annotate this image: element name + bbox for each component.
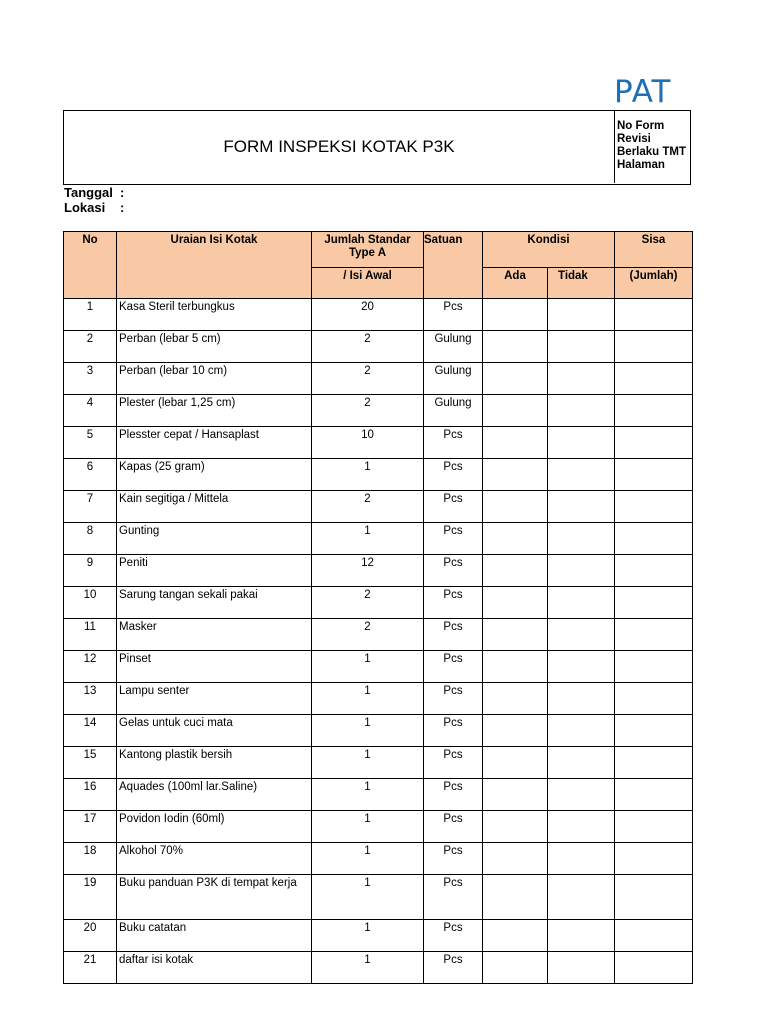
table-row: [64, 952, 693, 984]
row-qty: 10: [312, 427, 424, 459]
row-tidak[interactable]: [548, 555, 615, 587]
row-unit: Pcs: [424, 952, 483, 984]
row-ada[interactable]: [483, 811, 548, 843]
row-unit: Pcs: [424, 555, 483, 587]
row-item: Masker: [117, 619, 312, 651]
table-row: [64, 299, 693, 331]
row-qty: 1: [312, 843, 424, 875]
row-no: 1: [64, 299, 117, 331]
row-tidak[interactable]: [548, 683, 615, 715]
row-tidak[interactable]: [548, 843, 615, 875]
row-unit: Pcs: [424, 651, 483, 683]
row-ada[interactable]: [483, 651, 548, 683]
row-sisa[interactable]: [615, 331, 693, 363]
col-jumlah-top: Jumlah Standar Type A: [312, 232, 424, 268]
table-row: [64, 920, 693, 952]
col-no: No: [64, 232, 117, 299]
row-no: 3: [64, 363, 117, 395]
row-qty: 2: [312, 587, 424, 619]
row-tidak[interactable]: [548, 523, 615, 555]
row-qty: 2: [312, 395, 424, 427]
info-lokasi: [64, 200, 124, 215]
row-qty: 1: [312, 651, 424, 683]
row-no: 13: [64, 683, 117, 715]
table-row: [64, 715, 693, 747]
row-ada[interactable]: [483, 920, 548, 952]
row-tidak[interactable]: [548, 587, 615, 619]
row-tidak[interactable]: [548, 619, 615, 651]
row-qty: 1: [312, 952, 424, 984]
col-ada: Ada: [483, 268, 548, 299]
row-ada[interactable]: [483, 555, 548, 587]
row-tidak[interactable]: [548, 299, 615, 331]
row-no: 10: [64, 587, 117, 619]
row-no: 7: [64, 491, 117, 523]
row-no: 4: [64, 395, 117, 427]
row-sisa[interactable]: [615, 555, 693, 587]
row-ada[interactable]: [483, 619, 548, 651]
info-separator: :: [120, 200, 125, 215]
row-tidak[interactable]: [548, 651, 615, 683]
row-unit: Pcs: [424, 843, 483, 875]
row-ada[interactable]: [483, 683, 548, 715]
row-sisa[interactable]: [615, 395, 693, 427]
row-sisa[interactable]: [615, 363, 693, 395]
form-title: FORM INSPEKSI KOTAK P3K: [223, 137, 455, 156]
row-tidak[interactable]: [548, 459, 615, 491]
row-sisa[interactable]: [615, 427, 693, 459]
table-row: [64, 619, 693, 651]
table-row: [64, 555, 693, 587]
row-unit: Pcs: [424, 779, 483, 811]
row-item: Aquades (100ml lar.Saline): [117, 779, 312, 811]
row-no: 18: [64, 843, 117, 875]
row-item: Gelas untuk cuci mata: [117, 715, 312, 747]
table-row: [64, 747, 693, 779]
row-sisa[interactable]: [615, 619, 693, 651]
row-no: 5: [64, 427, 117, 459]
row-item: Pinset: [117, 651, 312, 683]
row-qty: 1: [312, 459, 424, 491]
company-logo: PAT: [614, 74, 672, 110]
row-no: 21: [64, 952, 117, 984]
row-qty: 2: [312, 491, 424, 523]
row-item: Lampu senter: [117, 683, 312, 715]
row-item: Peniti: [117, 555, 312, 587]
row-no: 8: [64, 523, 117, 555]
row-item: Perban (lebar 10 cm): [117, 363, 312, 395]
col-sisa: Sisa: [615, 232, 693, 268]
row-no: 20: [64, 920, 117, 952]
row-unit: Pcs: [424, 715, 483, 747]
table-row: [64, 651, 693, 683]
row-tidak[interactable]: [548, 952, 615, 984]
row-tidak[interactable]: [548, 363, 615, 395]
row-tidak[interactable]: [548, 779, 615, 811]
row-item: Perban (lebar 5 cm): [117, 331, 312, 363]
row-item: Alkohol 70%: [117, 843, 312, 875]
row-qty: 2: [312, 363, 424, 395]
row-ada[interactable]: [483, 587, 548, 619]
col-uraian: Uraian Isi Kotak: [117, 232, 312, 299]
row-sisa[interactable]: [615, 683, 693, 715]
row-sisa[interactable]: [615, 920, 693, 952]
info-label: Tanggal: [64, 185, 113, 200]
row-no: 9: [64, 555, 117, 587]
row-item: Sarung tangan sekali pakai: [117, 587, 312, 619]
form-header: [63, 110, 691, 185]
row-qty: 1: [312, 779, 424, 811]
table-row: [64, 363, 693, 395]
row-unit: Pcs: [424, 587, 483, 619]
row-tidak[interactable]: [548, 427, 615, 459]
row-tidak[interactable]: [548, 395, 615, 427]
row-sisa[interactable]: [615, 299, 693, 331]
row-no: 14: [64, 715, 117, 747]
row-no: 6: [64, 459, 117, 491]
row-unit: Pcs: [424, 459, 483, 491]
row-tidak[interactable]: [548, 491, 615, 523]
col-tidak: Tidak: [548, 268, 615, 299]
row-sisa[interactable]: [615, 779, 693, 811]
table-row: [64, 811, 693, 843]
meta-revisi: Revisi: [617, 133, 651, 145]
row-ada[interactable]: [483, 715, 548, 747]
row-tidak[interactable]: [548, 920, 615, 952]
row-no: 19: [64, 875, 117, 920]
row-qty: 20: [312, 299, 424, 331]
row-item: Povidon Iodin (60ml): [117, 811, 312, 843]
row-no: 17: [64, 811, 117, 843]
row-sisa[interactable]: [615, 587, 693, 619]
row-item: Kain segitiga / Mittela: [117, 491, 312, 523]
col-satuan: Satuan: [424, 232, 483, 299]
row-ada[interactable]: [483, 299, 548, 331]
row-unit: Gulung: [424, 331, 483, 363]
form-meta-labels: [614, 111, 691, 183]
meta-berlaku: Berlaku TMT: [617, 146, 687, 158]
row-unit: Pcs: [424, 523, 483, 555]
row-sisa[interactable]: [615, 747, 693, 779]
row-unit: Pcs: [424, 811, 483, 843]
form-info: [64, 185, 124, 215]
table-body: [64, 299, 693, 984]
table-row: [64, 587, 693, 619]
table-row: [64, 427, 693, 459]
row-qty: 1: [312, 683, 424, 715]
row-sisa[interactable]: [615, 715, 693, 747]
table-row: [64, 843, 693, 875]
row-qty: 1: [312, 875, 424, 920]
table-row: [64, 875, 693, 920]
row-sisa[interactable]: [615, 952, 693, 984]
row-ada[interactable]: [483, 363, 548, 395]
col-kondisi: Kondisi: [483, 232, 615, 268]
info-tanggal: [64, 185, 124, 200]
meta-halaman: Halaman: [617, 159, 665, 171]
col-jumlah-bottom: / Isi Awal: [312, 268, 424, 299]
row-ada[interactable]: [483, 952, 548, 984]
row-sisa[interactable]: [615, 811, 693, 843]
row-unit: Pcs: [424, 619, 483, 651]
row-unit: Pcs: [424, 683, 483, 715]
row-unit: Pcs: [424, 747, 483, 779]
row-qty: 2: [312, 331, 424, 363]
table-row: [64, 779, 693, 811]
row-tidak[interactable]: [548, 715, 615, 747]
row-qty: 2: [312, 619, 424, 651]
row-no: 16: [64, 779, 117, 811]
row-sisa[interactable]: [615, 875, 693, 920]
row-unit: Pcs: [424, 427, 483, 459]
row-ada[interactable]: [483, 427, 548, 459]
meta-no-form: No Form: [617, 120, 665, 132]
row-no: 12: [64, 651, 117, 683]
row-ada[interactable]: [483, 459, 548, 491]
inspection-table: [63, 231, 693, 984]
info-separator: :: [120, 185, 125, 200]
row-unit: Pcs: [424, 491, 483, 523]
row-sisa[interactable]: [615, 651, 693, 683]
row-tidak[interactable]: [548, 875, 615, 920]
row-item: Plesster cepat / Hansaplast: [117, 427, 312, 459]
row-ada[interactable]: [483, 331, 548, 363]
row-ada[interactable]: [483, 395, 548, 427]
row-tidak[interactable]: [548, 331, 615, 363]
row-qty: 12: [312, 555, 424, 587]
table-row: [64, 491, 693, 523]
row-tidak[interactable]: [548, 747, 615, 779]
row-ada[interactable]: [483, 491, 548, 523]
row-tidak[interactable]: [548, 811, 615, 843]
row-item: Kapas (25 gram): [117, 459, 312, 491]
row-item: Buku catatan: [117, 920, 312, 952]
row-item: Gunting: [117, 523, 312, 555]
table-row: [64, 395, 693, 427]
table-row: [64, 683, 693, 715]
row-qty: 1: [312, 715, 424, 747]
row-unit: Pcs: [424, 299, 483, 331]
row-item: Plester (lebar 1,25 cm): [117, 395, 312, 427]
row-item: daftar isi kotak: [117, 952, 312, 984]
row-qty: 1: [312, 523, 424, 555]
row-item: Kasa Steril terbungkus: [117, 299, 312, 331]
row-no: 15: [64, 747, 117, 779]
row-sisa[interactable]: [615, 523, 693, 555]
row-sisa[interactable]: [615, 843, 693, 875]
row-ada[interactable]: [483, 875, 548, 920]
row-item: Kantong plastik bersih: [117, 747, 312, 779]
row-ada[interactable]: [483, 843, 548, 875]
row-ada[interactable]: [483, 523, 548, 555]
row-no: 2: [64, 331, 117, 363]
row-qty: 1: [312, 747, 424, 779]
table-row: [64, 331, 693, 363]
row-sisa[interactable]: [615, 459, 693, 491]
row-unit: Gulung: [424, 395, 483, 427]
row-no: 11: [64, 619, 117, 651]
table-row: [64, 459, 693, 491]
row-sisa[interactable]: [615, 491, 693, 523]
row-qty: 1: [312, 920, 424, 952]
table-row: [64, 523, 693, 555]
row-qty: 1: [312, 811, 424, 843]
info-label: Lokasi: [64, 200, 106, 215]
row-ada[interactable]: [483, 747, 548, 779]
row-item: Buku panduan P3K di tempat kerja: [117, 875, 312, 920]
col-sisa-jumlah: (Jumlah): [615, 268, 693, 299]
row-unit: Gulung: [424, 363, 483, 395]
row-unit: Pcs: [424, 920, 483, 952]
row-ada[interactable]: [483, 779, 548, 811]
row-unit: Pcs: [424, 875, 483, 920]
